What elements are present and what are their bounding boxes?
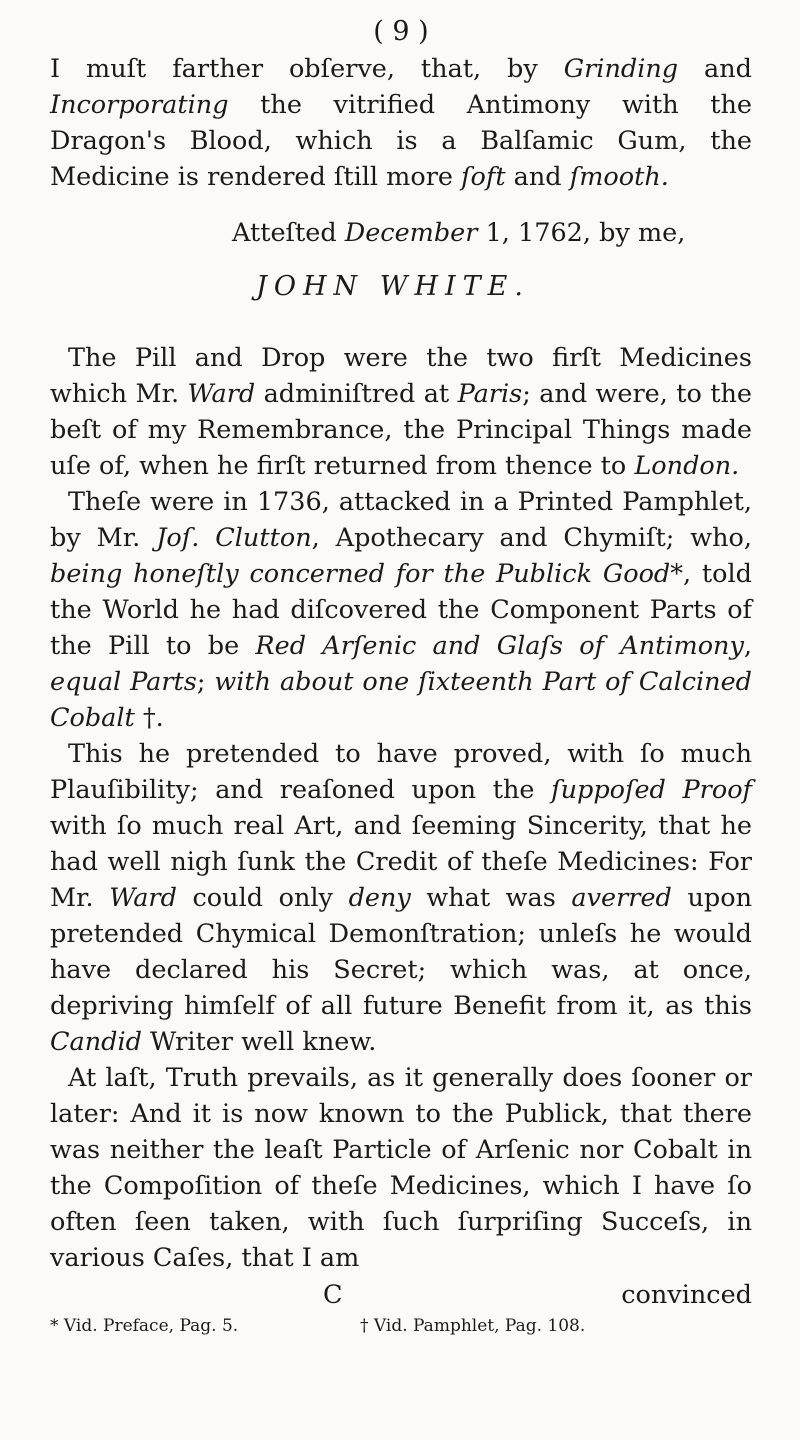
- text-run: Theſe were in 1736, attacked in a Printed Pamphlet, by Mr.: [50, 487, 752, 553]
- text-run: could only: [176, 883, 349, 913]
- text-run: , Apothecary and Chymiſt; who,: [311, 523, 752, 553]
- text-run: what was: [410, 883, 572, 913]
- text-run: Atteſted: [232, 218, 345, 248]
- italic-run: Candid: [50, 1027, 142, 1057]
- italic-run: London.: [634, 451, 740, 481]
- italic-run: Incorporating: [50, 90, 229, 120]
- attestation-line: [50, 215, 752, 251]
- italic-run: equal Parts: [50, 667, 197, 697]
- paragraph-pill-and-drop: [50, 340, 752, 484]
- footnotes: [50, 1316, 752, 1340]
- text-run: with ſo much real Art, and ſeeming Sincerity, that he had well nigh ſunk the Credit of theſe Medicines: For Mr.: [50, 811, 752, 913]
- italic-run: ſuppoſed Proof: [551, 775, 752, 805]
- italic-run: ſmooth.: [569, 162, 669, 192]
- text-run: I muſt farther obſerve, that, by: [50, 54, 564, 84]
- text-run: upon pretended Chymical Demonſtration; unleſs he would have declared his Secret; which was, at once, depriving himſelf of all future Benefit from it, as this: [50, 883, 752, 1021]
- text-run: ; and were, to the beſt of my Remembrance, the Principal Things made uſe of, when he firſt returned from thence to: [50, 379, 752, 481]
- italic-run: ſoft: [461, 162, 506, 192]
- text-run: adminiſtred at: [255, 379, 458, 409]
- signature-mark: C: [323, 1280, 343, 1310]
- italic-run: averred: [571, 883, 672, 913]
- italic-run: Ward: [109, 883, 177, 913]
- italic-run: Red Arſenic and Glaſs of Antimony: [255, 631, 744, 661]
- page-number: ( 9 ): [373, 16, 429, 47]
- intro-paragraph: [50, 51, 752, 195]
- catchword: convinced: [621, 1280, 752, 1310]
- italic-run: deny: [348, 883, 411, 913]
- italic-run: being honeſtly concerned for the Publick Good: [50, 559, 671, 589]
- text-run: the vitrified Antimony with the Dragon's Blood, which is a Balſamic Gum, the Medicine is rendered ſtill more: [50, 90, 752, 192]
- text-run: At laſt, Truth prevails, as it generally does ſooner or later: And it is now known to the Publick, that there was neither the leaſt Particle of Arſenic nor Cobalt in the Compoſition of theſe Medicines, which I have ſo often ſeen taken, with ſuch ſurpriſing Succeſs, in various Caſes, that I am: [50, 1063, 752, 1273]
- footnote-preface: * Vid. Preface, Pag. 5.: [50, 1316, 239, 1336]
- text-run: The Pill and Drop were the two firſt Medicines which Mr.: [50, 343, 752, 409]
- italic-run: Ward: [187, 379, 256, 409]
- paragraph-pamphlet-attack: [50, 484, 752, 736]
- paragraph-plausibility: [50, 736, 752, 1060]
- italic-run: Grinding: [563, 54, 679, 84]
- text-run: Writer well knew.: [141, 1027, 377, 1057]
- italic-run: Paris: [457, 379, 523, 409]
- italic-run: with about one ſixteenth Part of Calcined Cobalt: [50, 667, 753, 733]
- text-run: and: [505, 162, 570, 192]
- text-run: *, told the World he had diſcovered the Component Parts of the Pill to be: [50, 559, 752, 661]
- text-run: †.: [134, 703, 164, 733]
- italic-run: Joſ. Clutton: [156, 523, 312, 553]
- signature-name: JOHN WHITE.: [256, 271, 530, 302]
- catch-line: [50, 1280, 752, 1314]
- text-run: ,: [743, 631, 753, 661]
- text-run: 1, 1762, by me,: [477, 218, 686, 248]
- text-run: and: [678, 54, 752, 84]
- footnote-pamphlet: † Vid. Pamphlet, Pag. 108.: [360, 1316, 586, 1336]
- text-run: This he pretended to have proved, with ſo much Plauſibility; and reaſoned upon the: [50, 739, 752, 805]
- italic-run: December: [344, 218, 478, 248]
- text-run: ;: [196, 667, 215, 697]
- paragraph-truth-prevails: [50, 1060, 752, 1276]
